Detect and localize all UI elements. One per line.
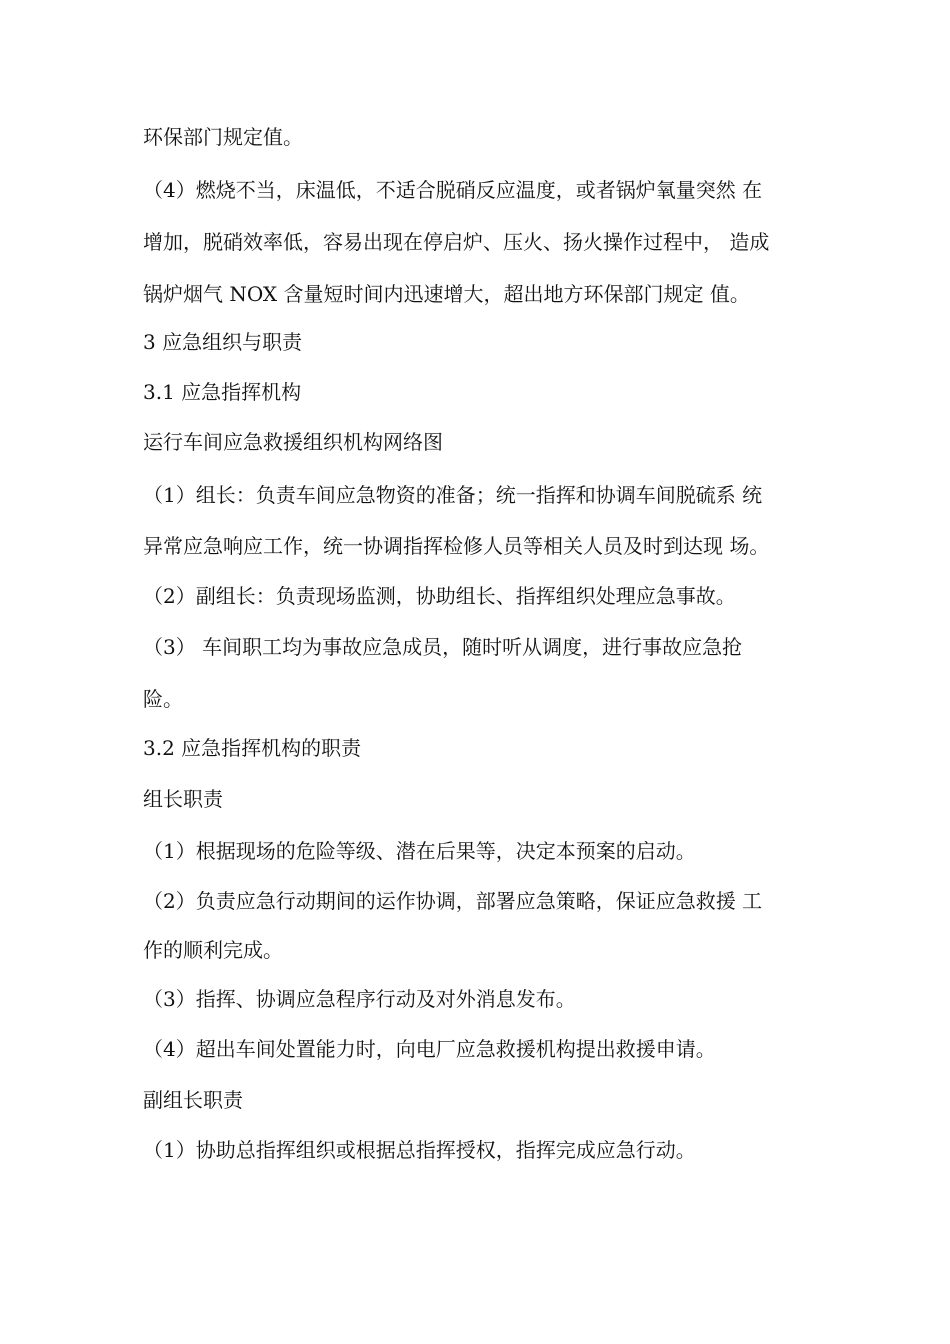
text-line: （3） 车间职工均为事故应急成员，随时听从调度，进行事故应急抢 <box>143 635 743 659</box>
subsection-heading: 3.1 应急指挥机构 <box>143 380 302 404</box>
text-line: 锅炉烟气 NOX 含量短时间内迅速增大，超出地方环保部门规定 值。 <box>143 282 750 306</box>
text-line: （1）协助总指挥组织或根据总指挥授权，指挥完成应急行动。 <box>143 1138 696 1162</box>
text-line: （4）超出车间处置能力时，向电厂应急救援机构提出救援申请。 <box>143 1037 716 1061</box>
text-line: （2）负责应急行动期间的运作协调，部署应急策略，保证应急救援 工 <box>143 889 763 913</box>
text-line: （3）指挥、协调应急程序行动及对外消息发布。 <box>143 987 576 1011</box>
section-heading: 3 应急组织与职责 <box>143 330 303 354</box>
text-line: 运行车间应急救援组织机构网络图 <box>143 430 443 454</box>
text-line: （4）燃烧不当，床温低，不适合脱硝反应温度，或者锅炉氧量突然 在 <box>143 178 763 202</box>
text-line: 作的顺利完成。 <box>143 938 283 962</box>
text-line: （1）根据现场的危险等级、潜在后果等，决定本预案的启动。 <box>143 839 696 863</box>
text-line: 险。 <box>143 687 183 711</box>
text-line: （2）副组长：负责现场监测，协助组长、指挥组织处理应急事故。 <box>143 584 736 608</box>
subsection-heading: 3.2 应急指挥机构的职责 <box>143 736 362 760</box>
text-line: 副组长职责 <box>143 1088 243 1112</box>
text-line: 环保部门规定值。 <box>143 125 303 149</box>
text-line: （1）组长：负责车间应急物资的准备；统一指挥和协调车间脱硫系 统 <box>143 483 763 507</box>
text-line: 增加，脱硝效率低，容易出现在停启炉、压火、扬火操作过程中， 造成 <box>143 230 770 254</box>
text-line: 组长职责 <box>143 787 223 811</box>
text-line: 异常应急响应工作，统一协调指挥检修人员等相关人员及时到达现 场。 <box>143 534 770 558</box>
